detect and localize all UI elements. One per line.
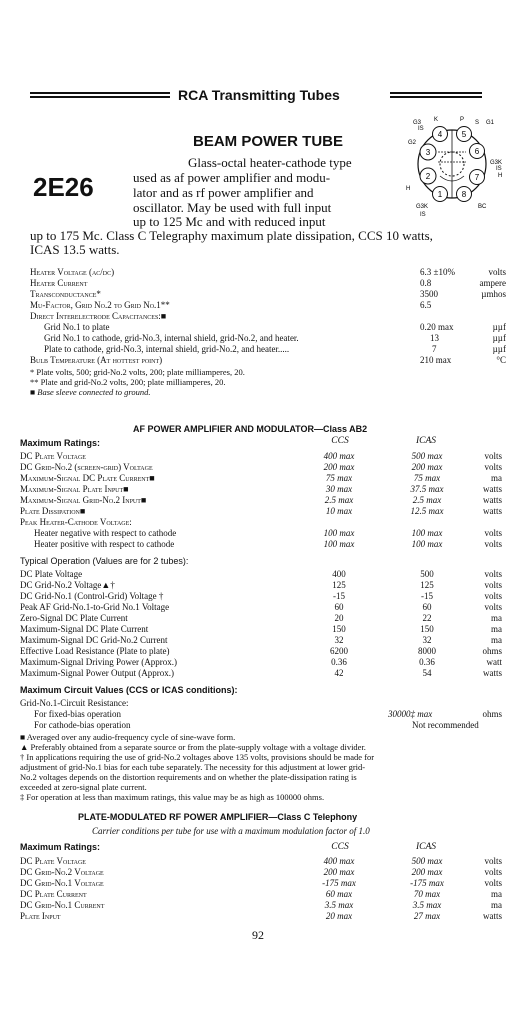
note-text: adjustment of grid-No.1 bias for each tube separately. The necessity for this adjustment at lower grid-: [20, 762, 366, 772]
row-unit: µµf: [492, 333, 506, 343]
row-value: 6.3 ±10%: [420, 267, 455, 277]
rf-max-row: [0, 910, 526, 922]
row-icas: 27 max: [413, 911, 441, 921]
svg-text:8: 8: [461, 190, 467, 199]
row-ccs: 6200: [330, 646, 348, 656]
svg-text:2: 2: [425, 172, 431, 181]
row-unit: volts: [484, 580, 502, 590]
col-icas: ICAS: [415, 842, 437, 852]
af-typical-row: [0, 667, 526, 679]
row-unit: µmhos: [481, 289, 506, 299]
rf-max-ratings-heading: Maximum Ratings:: [20, 842, 101, 852]
row-label: Grid No.1 to plate: [44, 322, 110, 332]
row-icas: 37.5 max: [410, 484, 444, 494]
svg-text:K: K: [498, 160, 503, 166]
svg-text:P: P: [460, 117, 465, 123]
row-icas: 125: [420, 580, 434, 590]
note-text: † In applications requiring the use of grid-No.2 voltages above 135 volts, provisions should be made for: [20, 752, 375, 762]
row-unit: ma: [491, 613, 502, 623]
row-ccs: 100 max: [323, 539, 355, 549]
svg-text:G3: G3: [416, 204, 425, 210]
intro-line: up to 125 Mc and with reduced input: [133, 214, 326, 229]
page-header: [30, 88, 482, 104]
row-unit: watts: [483, 911, 502, 921]
row-ccs: -15: [333, 591, 345, 601]
row-label: Effective Load Resistance (Plate to plate): [20, 646, 170, 656]
row-label: Maximum-Signal Power Output (Approx.): [20, 668, 174, 678]
row-unit: ma: [491, 624, 502, 634]
row-unit: volts: [484, 591, 502, 601]
row-value: 13: [430, 333, 439, 343]
note-text: ▲ Preferably obtained from a separate source or from the plate-supply voltage with a voltage divider.: [20, 742, 366, 752]
row-label: Maximum-Signal Driving Power (Approx.): [20, 657, 177, 667]
intro-line: up to 175 Mc. Class C Telegraphy maximum plate dissipation, CCS 10 watts,: [30, 228, 433, 243]
rf-section-title: PLATE-MODULATED RF POWER AMPLIFIER—Class C Telephony: [78, 812, 358, 822]
note-text: ‡ For operation at less than maximum ratings, this value may be as high as 100000 ohms.: [20, 792, 325, 802]
row-unit: ampere: [479, 278, 506, 288]
col-icas: ICAS: [415, 436, 437, 446]
row-icas: -175 max: [410, 878, 444, 888]
intro-line: Glass-octal heater-cathode type: [188, 155, 352, 170]
col-ccs: CCS: [331, 436, 349, 446]
row-ccs: 400 max: [323, 856, 355, 866]
header-rule-left: [30, 92, 170, 98]
row-label: Direct Interelectrode Capacitances:■: [30, 311, 167, 321]
intro-line: oscillator. May be used with full input: [133, 200, 332, 215]
row-unit: watt: [486, 657, 502, 667]
row-unit: volts: [484, 462, 502, 472]
row-unit: ma: [491, 635, 502, 645]
svg-text:5: 5: [461, 130, 467, 139]
row-icas: 500 max: [411, 451, 443, 461]
row-icas: 60: [422, 602, 432, 612]
row-label: DC Plate Voltage: [20, 856, 86, 866]
row-unit: volts: [484, 602, 502, 612]
row-label: DC Grid-No.2 (screen-grid) Voltage: [20, 462, 153, 472]
row-icas: 200 max: [411, 462, 443, 472]
row-ccs: 100 max: [323, 528, 355, 538]
note-line: [0, 386, 526, 398]
svg-text:1: 1: [437, 190, 443, 199]
row-icas: 54: [422, 668, 432, 678]
row-icas: 150: [420, 624, 434, 634]
svg-text:G1: G1: [486, 120, 495, 126]
svg-text:BC: BC: [478, 204, 487, 210]
intro-line: used as af power amplifier and modu-: [133, 170, 331, 185]
row-icas: 22: [422, 613, 432, 623]
row-label: Zero-Signal DC Plate Current: [20, 613, 128, 623]
row-unit: watts: [483, 484, 502, 494]
row-icas: 200 max: [411, 867, 443, 877]
page-number: 92: [252, 928, 264, 942]
row-unit: ohms: [482, 646, 502, 656]
row-ccs: 20: [334, 613, 344, 623]
row-label: DC Grid-No.1 Current: [20, 900, 105, 910]
row-label: Plate Input: [20, 911, 61, 921]
row-unit: ma: [491, 473, 502, 483]
row-unit: volts: [484, 867, 502, 877]
row-ccs: 30 max: [325, 484, 353, 494]
row-ccs: 200 max: [323, 462, 355, 472]
row-unit: volts: [484, 528, 502, 538]
row-value: 0.8: [420, 278, 432, 288]
row-ccs: 3.5 max: [324, 900, 354, 910]
row-ccs: 42: [334, 668, 344, 678]
row-ccs: 60 max: [325, 889, 353, 899]
row-label: Transconductance*: [30, 289, 101, 299]
note-text: exceeded at zero-signal plate current.: [20, 782, 147, 792]
general-row: [0, 354, 526, 366]
col-ccs: CCS: [331, 842, 349, 852]
svg-text:6: 6: [474, 147, 480, 156]
row-icas: 75 max: [413, 473, 441, 483]
row-ccs: 400: [332, 569, 346, 579]
svg-text:S: S: [475, 120, 480, 126]
row-label: Maximum-Signal DC Plate Current■: [20, 473, 155, 483]
row-label: Maximum-Signal DC Grid-No.2 Current: [20, 635, 168, 645]
intro-line: lator and as rf power amplifier and: [133, 185, 314, 200]
row-unit: volts: [484, 451, 502, 461]
note-text: No.2 voltages depends on the distortion requirements and on whether the plate-dissipation rating is: [20, 772, 357, 782]
row-unit: volts: [484, 569, 502, 579]
row-icas: -15: [421, 591, 433, 601]
row-label: Heater Current: [30, 278, 88, 288]
header-title: RCA Transmitting Tubes: [178, 87, 340, 103]
row-value: 30000‡ max: [388, 709, 433, 719]
af-max-row: [0, 538, 526, 550]
row-unit: ma: [491, 900, 502, 910]
svg-text:G2: G2: [408, 140, 417, 146]
row-label: Heater positive with respect to cathode: [34, 539, 175, 549]
row-label: For cathode-bias operation: [34, 720, 131, 730]
svg-text:IS: IS: [496, 166, 502, 172]
svg-text:3: 3: [425, 148, 431, 157]
row-value: 6.5: [420, 300, 432, 310]
svg-text:K: K: [424, 204, 429, 210]
row-ccs: 10 max: [325, 506, 353, 516]
row-unit: volts: [484, 878, 502, 888]
row-label: Peak AF Grid-No.1-to-Grid No.1 Voltage: [20, 602, 170, 612]
row-label: DC Plate Voltage: [20, 569, 83, 579]
svg-text:4: 4: [437, 130, 443, 139]
note-text: ■ Base sleeve connected to ground.: [30, 387, 151, 397]
row-value: 210 max: [420, 355, 452, 365]
row-unit: watts: [483, 506, 502, 516]
row-label: DC Plate Voltage: [20, 451, 86, 461]
af-max-ratings-heading: Maximum Ratings:: [20, 438, 101, 448]
row-icas: 8000: [418, 646, 436, 656]
row-icas: 100 max: [411, 539, 443, 549]
svg-text:H: H: [498, 173, 503, 179]
row-label: Bulb Temperature (At hottest point): [30, 355, 163, 365]
row-label: DC Grid-No.1 Voltage: [20, 878, 104, 888]
row-ccs: 0.36: [331, 657, 347, 667]
row-unit: °C: [496, 355, 506, 365]
row-ccs: 125: [332, 580, 346, 590]
row-ccs: 60: [334, 602, 344, 612]
row-icas: 2.5 max: [412, 495, 442, 505]
note-text: ■ Averaged over any audio-frequency cycle of sine-wave form.: [20, 732, 236, 742]
svg-text:IS: IS: [418, 126, 424, 132]
tube-type: 2E26: [33, 172, 94, 202]
row-label: Peak Heater-Cathode Voltage:: [20, 517, 132, 527]
row-unit: µµf: [492, 322, 506, 332]
row-ccs: 150: [332, 624, 346, 634]
row-label: Maximum-Signal DC Plate Current: [20, 624, 149, 634]
row-unit: watts: [483, 668, 502, 678]
header-rule-right: [390, 92, 482, 98]
row-unit: volts: [484, 539, 502, 549]
row-ccs: 32: [334, 635, 344, 645]
row-ccs: 200 max: [323, 867, 355, 877]
row-ccs: 2.5 max: [324, 495, 354, 505]
svg-text:IS: IS: [420, 212, 426, 218]
af-circuit-heading: Maximum Circuit Values (CCS or ICAS conditions):: [20, 685, 238, 695]
intro-line: ICAS 13.5 watts.: [30, 242, 120, 257]
row-value: 7: [432, 344, 437, 354]
row-icas: 100 max: [411, 528, 443, 538]
row-icas: 3.5 max: [412, 900, 442, 910]
row-ccs: 75 max: [325, 473, 353, 483]
basing-diagram: [398, 112, 508, 222]
row-label: Grid-No.1-Circuit Resistance:: [20, 698, 129, 708]
svg-text:H: H: [406, 186, 411, 192]
row-value: Not recommended: [412, 720, 479, 730]
row-label: Grid No.1 to cathode, grid-No.3, internal shield, grid-No.2, and heater.: [44, 333, 299, 343]
svg-text:G3: G3: [490, 160, 499, 166]
row-label: Plate to cathode, grid-No.3, internal shield, grid-No.2, and heater.....: [44, 344, 290, 354]
row-value: 0.20 max: [420, 322, 454, 332]
row-icas: 500: [420, 569, 434, 579]
row-unit: ma: [491, 889, 502, 899]
row-label: Heater negative with respect to cathode: [34, 528, 177, 538]
tube-heading: BEAM POWER TUBE: [193, 133, 343, 150]
row-label: DC Grid-No.1 (Control-Grid) Voltage †: [20, 591, 164, 601]
row-icas: 32: [422, 635, 432, 645]
row-unit: ohms: [482, 709, 502, 719]
note-text: * Plate volts, 500; grid-No.2 volts, 200; plate milliamperes, 20.: [30, 367, 245, 377]
row-unit: volts: [484, 856, 502, 866]
row-label: DC Plate Current: [20, 889, 87, 899]
row-ccs: 400 max: [323, 451, 355, 461]
af-typical-heading: Typical Operation (Values are for 2 tubes):: [20, 556, 189, 566]
note-line: [0, 791, 526, 803]
af-section-title: AF POWER AMPLIFIER AND MODULATOR—Class AB2: [133, 424, 368, 434]
row-label: Plate Dissipation■: [20, 506, 86, 516]
row-unit: watts: [483, 495, 502, 505]
rf-section-subtitle: Carrier conditions per tube for use with a maximum modulation factor of 1.0: [92, 826, 370, 836]
row-unit: volts: [488, 267, 506, 277]
row-label: For fixed-bias operation: [34, 709, 121, 719]
row-unit: µµf: [492, 344, 506, 354]
row-ccs: 20 max: [325, 911, 353, 921]
row-label: Maximum-Signal Plate Input■: [20, 484, 129, 494]
note-text: ** Plate and grid-No.2 volts, 200; plate milliamperes, 20.: [30, 377, 226, 387]
row-icas: 70 max: [413, 889, 441, 899]
svg-text:K: K: [434, 117, 439, 123]
row-ccs: -175 max: [322, 878, 356, 888]
row-value: 3500: [420, 289, 438, 299]
af-circuit-row: [0, 719, 526, 731]
row-label: Mu-Factor, Grid No.2 to Grid No.1**: [30, 300, 170, 310]
row-label: DC Grid-No.2 Voltage: [20, 867, 104, 877]
row-label: Heater Voltage (ac/dc): [30, 267, 115, 277]
row-icas: 500 max: [411, 856, 443, 866]
svg-text:G3: G3: [413, 120, 422, 126]
row-icas: 0.36: [419, 657, 435, 667]
svg-text:7: 7: [474, 173, 480, 182]
row-label: Maximum-Signal Grid-No.2 Input■: [20, 495, 147, 505]
row-icas: 12.5 max: [410, 506, 444, 516]
row-label: DC Grid-No.2 Voltage▲†: [20, 580, 115, 590]
